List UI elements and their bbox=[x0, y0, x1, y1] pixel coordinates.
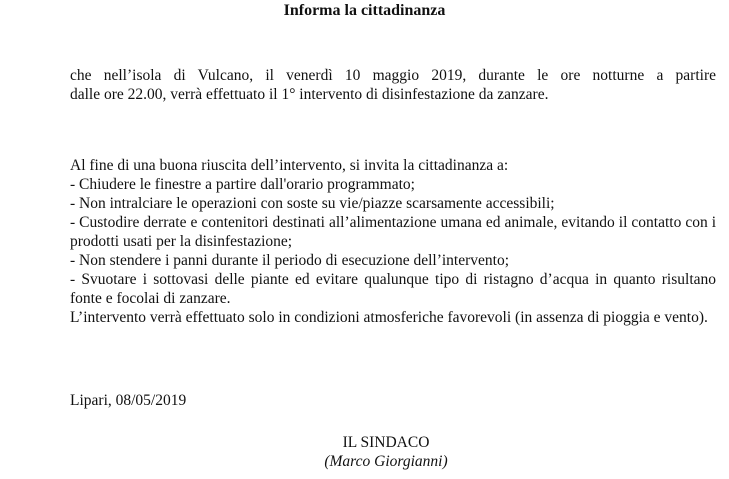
list-item: - Svuotare i sottovasi delle piante ed evitare qualunque tipo di ristagno d’acqua in quanto risultano fonte e focolai di zanzare. bbox=[70, 271, 716, 307]
list-item: - Non intralciare le operazioni con soste su vie/piazze scarsamente accessibili; bbox=[70, 195, 555, 212]
intro-paragraph bbox=[70, 66, 716, 104]
document-title: Informa la cittadinanza bbox=[283, 2, 446, 19]
intro-line-1: che nell’isola di Vulcano, il venerdì 10 maggio 2019, durante le ore notturne a partire bbox=[70, 67, 716, 84]
signature-block bbox=[282, 433, 490, 471]
intro-line-2: dalle ore 22.00, verrà effettuato il 1° intervento di disinfestazione da zanzare. bbox=[70, 86, 549, 103]
closing-text: L’intervento verrà effettuato solo in condizioni atmosferiche favorevoli (in assenza di pioggia e vento). bbox=[70, 309, 708, 326]
signature-name: (Marco Giorgianni) bbox=[324, 453, 448, 470]
list-item: - Custodire derrate e contenitori destinati all’alimentazione umana ed animale, evitando il contatto con i prodotti usati per la disinfestazione; bbox=[70, 214, 716, 250]
place-date: Lipari, 08/05/2019 bbox=[70, 392, 187, 409]
list-item: - Non stendere i panni durante il periodo di esecuzione dell’intervento; bbox=[70, 252, 510, 269]
instructions-block bbox=[70, 156, 716, 327]
list-item: - Chiudere le finestre a partire dall'orario programmato; bbox=[70, 176, 415, 193]
signature-role: IL SINDACO bbox=[342, 434, 430, 451]
invite-text: Al fine di una buona riuscita dell’intervento, si invita la cittadinanza a: bbox=[70, 157, 509, 174]
